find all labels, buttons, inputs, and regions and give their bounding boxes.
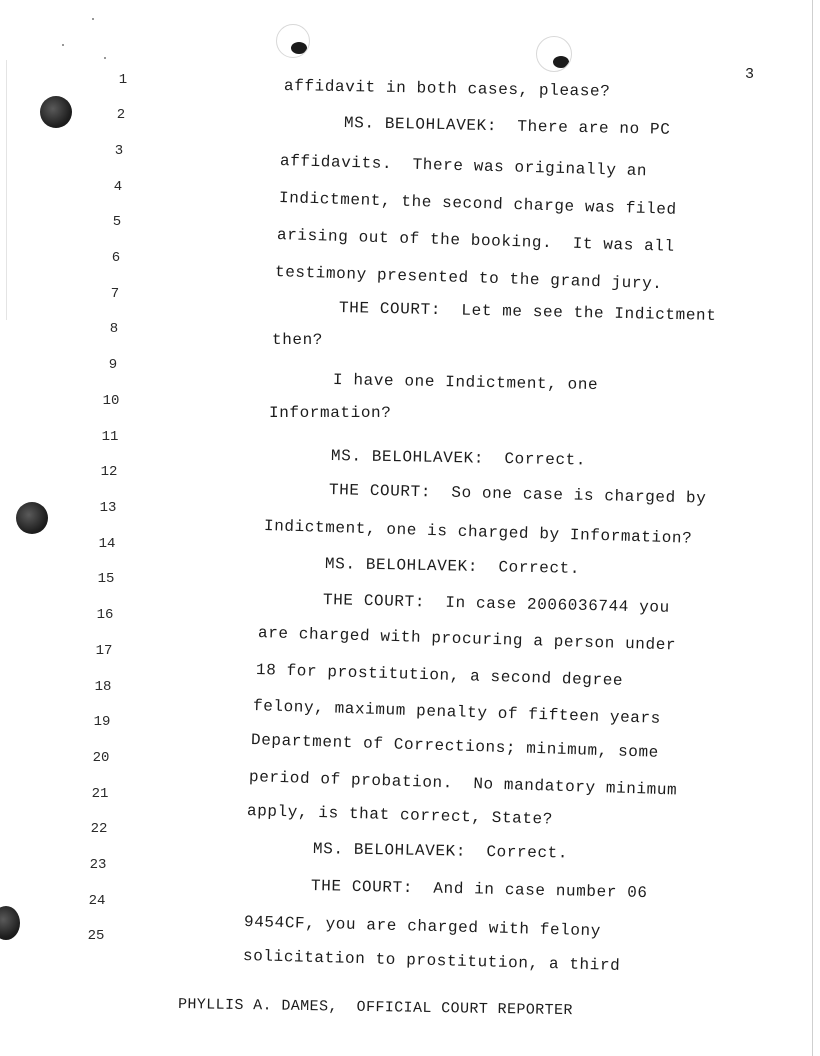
line-number: 1	[118, 72, 128, 88]
line-number: 12	[100, 464, 118, 480]
line-number: 5	[112, 214, 122, 230]
punch-hole	[16, 502, 48, 534]
line-number: 16	[96, 607, 114, 623]
transcript-line: Department of Corrections; minimum, some	[250, 731, 660, 762]
binder-clip-mark	[536, 36, 572, 72]
line-number: 6	[111, 250, 121, 266]
line-number: 4	[113, 179, 123, 195]
transcript-line: apply, is that correct, State?	[246, 802, 554, 829]
scan-speck	[92, 18, 94, 20]
transcript-line: 18 for prostitution, a second degree	[255, 661, 624, 690]
scan-speck	[62, 44, 64, 46]
line-number: 24	[88, 893, 106, 909]
line-number: 20	[92, 750, 110, 766]
line-number: 17	[95, 643, 113, 659]
line-number: 2	[116, 107, 126, 123]
transcript-line: MS. BELOHLAVEK: There are no PC	[343, 114, 671, 139]
transcript-line: are charged with procuring a person under	[257, 624, 677, 655]
line-number: 15	[97, 571, 115, 587]
page-edge-line	[812, 0, 813, 1056]
transcript-line: MS. BELOHLAVEK: Correct.	[330, 447, 587, 470]
transcript-line: affidavit in both cases, please?	[283, 77, 611, 101]
punch-hole	[0, 906, 20, 940]
line-number: 22	[90, 821, 108, 837]
court-reporter-footer: PHYLLIS A. DAMES, OFFICIAL COURT REPORTER	[177, 996, 573, 1020]
line-number: 18	[94, 679, 112, 695]
line-number: 13	[99, 500, 117, 516]
scan-speck	[104, 57, 106, 59]
line-number: 23	[89, 857, 107, 873]
transcript-line: I have one Indictment, one	[332, 371, 599, 395]
line-number: 9	[108, 357, 118, 373]
line-number: 8	[109, 321, 119, 337]
punch-hole	[40, 96, 72, 128]
transcript-line: 9454CF, you are charged with felony	[243, 913, 602, 941]
transcript-line: arising out of the booking. It was all	[276, 226, 675, 256]
line-number: 21	[91, 786, 109, 802]
line-number: 19	[93, 714, 111, 730]
binder-clip-mark	[276, 24, 310, 58]
transcript-line: then?	[272, 331, 324, 349]
line-number: 25	[87, 928, 105, 944]
page-number: 3	[745, 66, 755, 83]
page-edge-line-left	[6, 60, 7, 320]
transcript-line: THE COURT: And in case number 06	[310, 877, 648, 903]
transcript-line: Information?	[269, 404, 392, 422]
line-number: 11	[101, 429, 119, 445]
line-number: 14	[98, 536, 116, 552]
line-number: 10	[102, 393, 120, 409]
transcript-line: THE COURT: In case 2006036744 you	[322, 591, 670, 617]
transcript-line: MS. BELOHLAVEK: Correct.	[324, 555, 581, 578]
transcript-line: period of probation. No mandatory minimum	[248, 768, 678, 800]
transcript-line: THE COURT: So one case is charged by	[328, 481, 707, 508]
transcript-line: THE COURT: Let me see the Indictment	[338, 299, 717, 325]
transcript-line: Indictment, the second charge was filed	[278, 189, 677, 219]
transcript-line: MS. BELOHLAVEK: Correct.	[312, 840, 569, 863]
transcript-line: solicitation to prostitution, a third	[242, 947, 621, 975]
line-number: 7	[110, 286, 120, 302]
transcript-line: Indictment, one is charged by Information?	[263, 517, 693, 548]
line-number: 3	[114, 143, 124, 159]
transcript-line: testimony presented to the grand jury.	[274, 263, 663, 294]
transcript-line: affidavits. There was originally an	[279, 152, 648, 181]
transcript-line: felony, maximum penalty of fifteen years	[252, 697, 662, 728]
